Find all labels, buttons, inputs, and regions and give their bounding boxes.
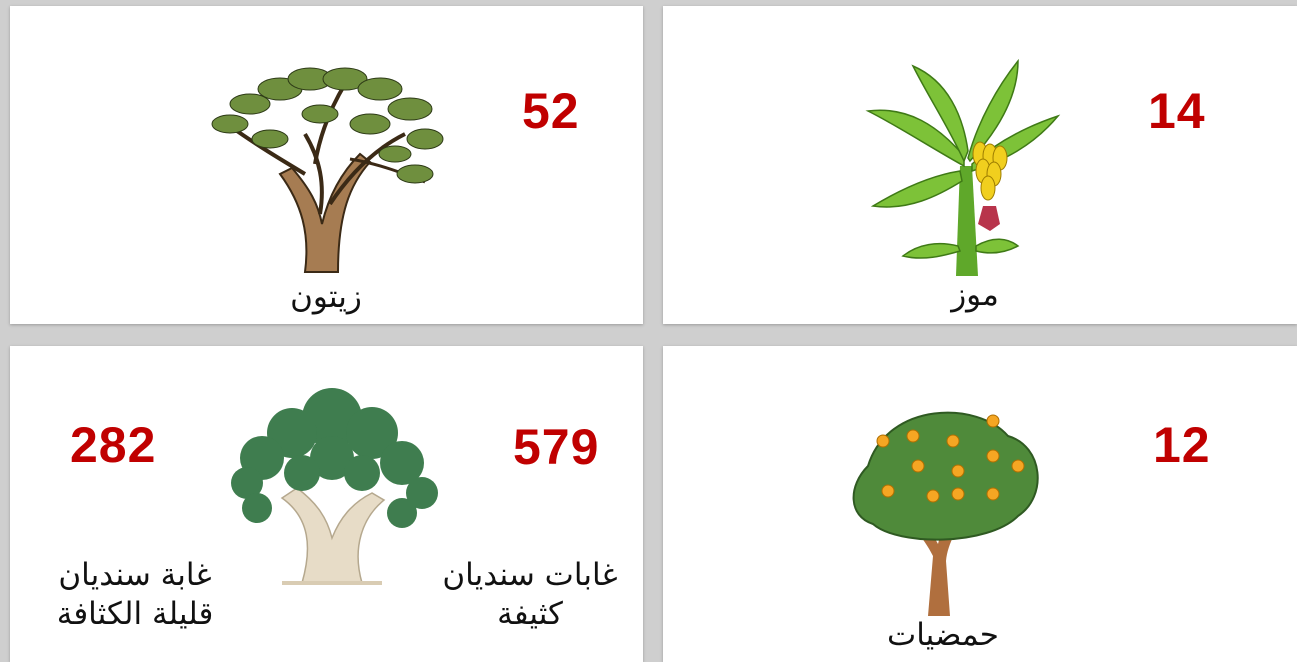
oak-card [10,346,643,662]
oak-sparse-label-line2: قليلة الكثافة [56,595,214,632]
citrus-label: حمضيات [887,617,999,653]
olive-label: زيتون [290,279,362,315]
citrus-card [663,346,1297,662]
banana-plant-icon [868,46,1058,276]
oak-sparse-count: 282 [70,417,157,473]
oak-tree-icon [222,388,442,583]
olive-tree-icon [210,64,440,274]
oak-sparse-label [30,556,240,634]
olive-count: 52 [522,83,580,139]
oak-dense-label-line1: غابات سنديان [442,557,618,593]
oak-dense-label [430,556,630,634]
olive-card [10,6,643,324]
oak-sparse-label-line1: غابة سنديان [58,557,212,593]
banana-label: موز [951,277,999,313]
banana-count: 14 [1148,83,1206,139]
citrus-tree-icon [828,396,1048,616]
oak-dense-count: 579 [513,419,600,475]
citrus-count: 12 [1153,417,1211,473]
oak-dense-label-line2: كثيفة [497,595,563,632]
banana-card [663,6,1297,324]
